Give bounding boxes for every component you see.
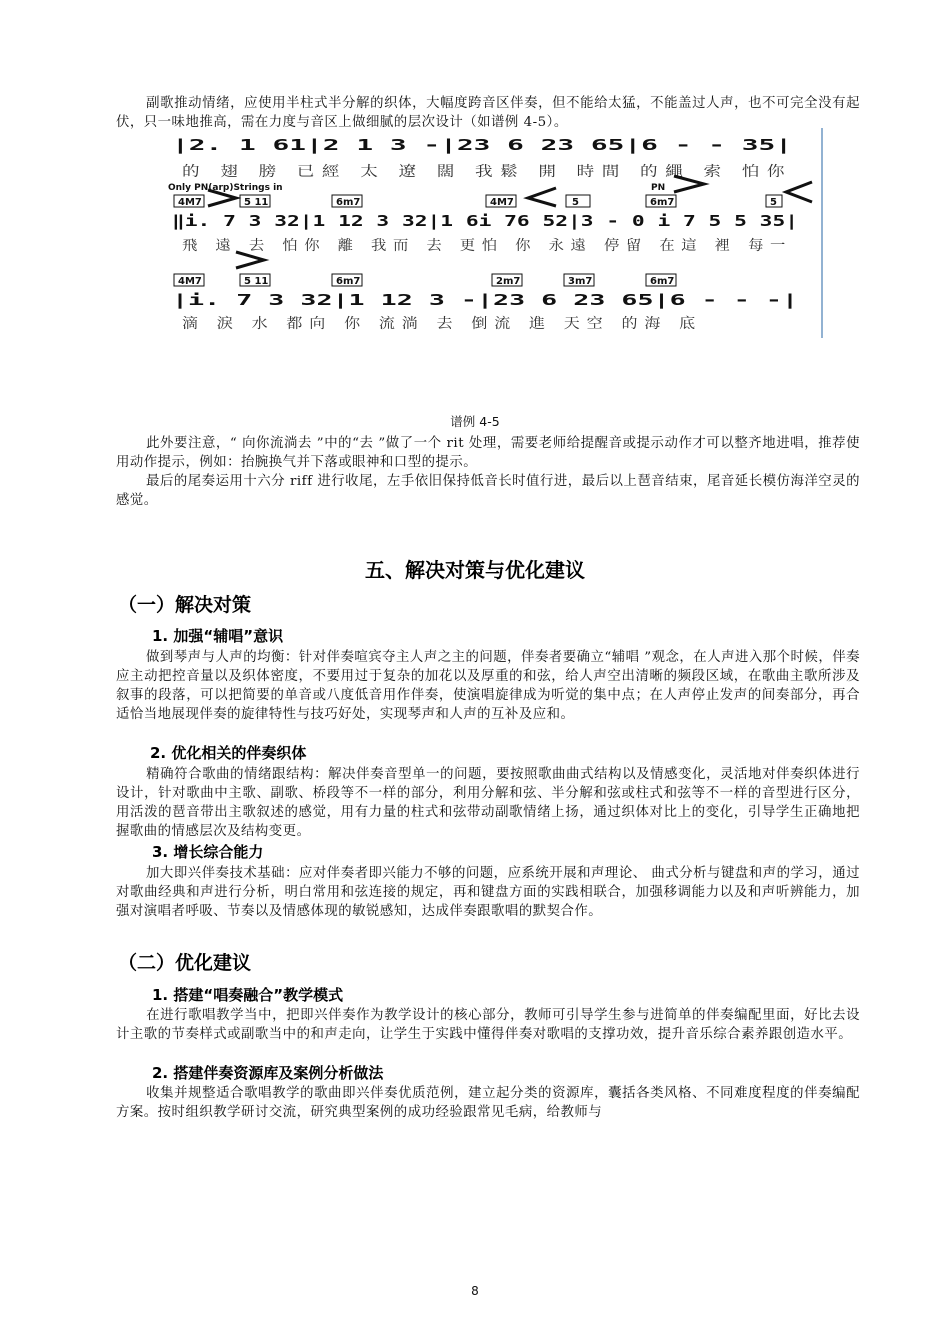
score-row3-chords	[174, 274, 676, 287]
svg-text:2m7: 2m7	[496, 276, 521, 287]
decrescendo-mark-3	[236, 252, 264, 268]
score-row2-lyrics: 飛 遠 去 怕你 離 我而 去 更怕 你 永遠 停留 在這 裡 每一	[182, 238, 738, 254]
rit-paragraph: 此外要注意，“ 向你流淌去 ”中的“去 ”做了一个 rit 处理，需要老师给提醒音或提示动作才可以整齐地进唱，推荐使用动作提示，例如：抬腕换气并下落或眼神和口型的提示。	[116, 436, 860, 470]
item-2-2-title: 2. 搭建伴奏资源库及案例分析做法	[152, 1064, 384, 1082]
item-1-2-title: 2. 优化相关的伴奏织体	[150, 744, 307, 762]
svg-text:5 11: 5 11	[244, 197, 269, 208]
crescendo-mark-2	[786, 182, 812, 202]
item-1-1-title: 1. 加强“辅唱”意识	[152, 627, 284, 645]
svg-text:6m7: 6m7	[336, 276, 361, 287]
page-number: 8	[471, 1284, 479, 1298]
item-1-2-text: 精确符合歌曲的情绪跟结构：解决伴奏音型单一的问题，要按照歌曲曲式结构以及情感变化，灵活地对伴奏织体进行设计，针对歌曲中主歌、副歌、桥段等不一样的部分，利用分解和弦、半分解和弦或柱式和弦等不一样的音型进行区分，用活泼的琶音带出主歌叙述的感觉，用有力量的柱式和弦带动副歌情绪上扬，通过织体对比上的变化，引导学生正确地把握歌曲的情感层次及结构变更。	[116, 767, 860, 839]
score-example-4-5	[168, 128, 828, 340]
section-title: 五、解决对策与优化建议	[365, 558, 585, 582]
score-pn-label: PN	[651, 183, 666, 193]
ending-paragraph: 最后的尾奏运用十六分 riff 进行收尾，左手依旧保持低音长时值行进，最后以上琶音结束，尾音延长模仿海洋空灵的感觉。	[116, 474, 860, 508]
score-annotation: Only PN(arp)Strings in	[168, 183, 283, 193]
svg-text:6m7: 6m7	[336, 197, 361, 208]
subsection-2-title: （二）优化建议	[118, 952, 252, 974]
item-1-3-text: 加大即兴伴奏技术基础：应对伴奏者即兴能力不够的问题，应系统开展和声理论、 曲式分析与键盘和声的学习，通过对歌曲经典和声进行分析，明白常用和弦连接的规定，再和键盘方面的实践相联合，加强移调能力以及和声听辨能力，加强对演唱者呼吸、节奏以及情感体现的敏锐感知，达成伴奏跟歌唱的默契合作。	[116, 866, 860, 919]
item-1-3-title: 3. 增长综合能力	[152, 843, 264, 861]
item-2-1-title: 1. 搭建“唱奏融合”教学模式	[152, 986, 344, 1004]
score-row3-notes: |i. 7 3 32|1 12 3 -|23 6 23 65|6 - - -|	[172, 291, 525, 309]
item-1-1-text: 做到琴声与人声的均衡：针对伴奏喧宾夺主人声之主的问题，伴奏者要确立“辅唱 ”观念，在人声进入那个时候，伴奏应主动把控音量以及织体密度，不要用过于复杂的加花以及厚重的和弦，给人声空出清晰的频段区域，在歌曲主歌所涉及叙事的段落，可以把简要的单音或八度低音用作伴奏，使演唱旋律成为听觉的集中点；在人声停止发声的间奏部分，再合适恰当地展现伴奏的旋律特性与技巧好处，实现琴声和人声的互补及应和。	[116, 650, 860, 722]
score-caption: 谱例 4-5	[450, 414, 500, 429]
item-2-2-text: 收集并规整适合歌唱教学的歌曲即兴伴奏优质范例，建立起分类的资源库，囊括各类风格、不同难度程度的伴奏编配方案。按时组织教学研讨交流，研究典型案例的成功经验跟常见毛病，给教师与	[116, 1086, 860, 1120]
score-row2-chords	[174, 195, 782, 208]
svg-text:6m7: 6m7	[650, 276, 675, 287]
score-row2-notes: ‖i. 7 3 32|1 12 3 32|1 6i 76 52|3 - 0 i 7 5 5 35|	[172, 212, 615, 230]
svg-text:6m7: 6m7	[650, 197, 675, 208]
crescendo-mark	[528, 188, 556, 206]
svg-text:3m7: 3m7	[568, 276, 593, 287]
svg-text:4M7: 4M7	[490, 197, 514, 208]
subsection-1-title: （一）解决对策	[118, 594, 252, 616]
score-row1-lyrics: 的 翅 膀 已經 太 遼 闊 我鬆 開 時間 的繩 索 怕你	[182, 164, 668, 180]
score-row1-notes: |2. 1 61|2 1 3 -|23 6 23 65|6 - - 35|	[172, 136, 507, 154]
intro-paragraph: 副歌推动情绪，应使用半柱式半分解的织体，大幅度跨音区伴奏，但不能给太猛，不能盖过人声，也不可完全没有起伏，只一味地推高，需在力度与音区上做细腻的层次设计（如谱例 4-5）。	[116, 96, 860, 130]
item-2-1-text: 在进行歌唱教学当中，把即兴伴奏作为教学设计的核心部分，教师可引导学生参与进简单的伴奏编配里面，好比去设计主歌的节奏样式或副歌当中的和声走向，让学生于实践中懂得伴奏对歌唱的支撑功效，提升音乐综合素养跟创造水平。	[116, 1008, 860, 1042]
svg-text:5: 5	[572, 197, 579, 208]
svg-text:5 11: 5 11	[244, 276, 269, 287]
svg-text:4M7: 4M7	[178, 197, 202, 208]
svg-text:5: 5	[770, 197, 777, 208]
svg-text:4M7: 4M7	[178, 276, 202, 287]
score-row3-lyrics: 滴 淚 水 都向 你 流淌 去 倒流 進 天空 的海 底	[182, 316, 637, 332]
